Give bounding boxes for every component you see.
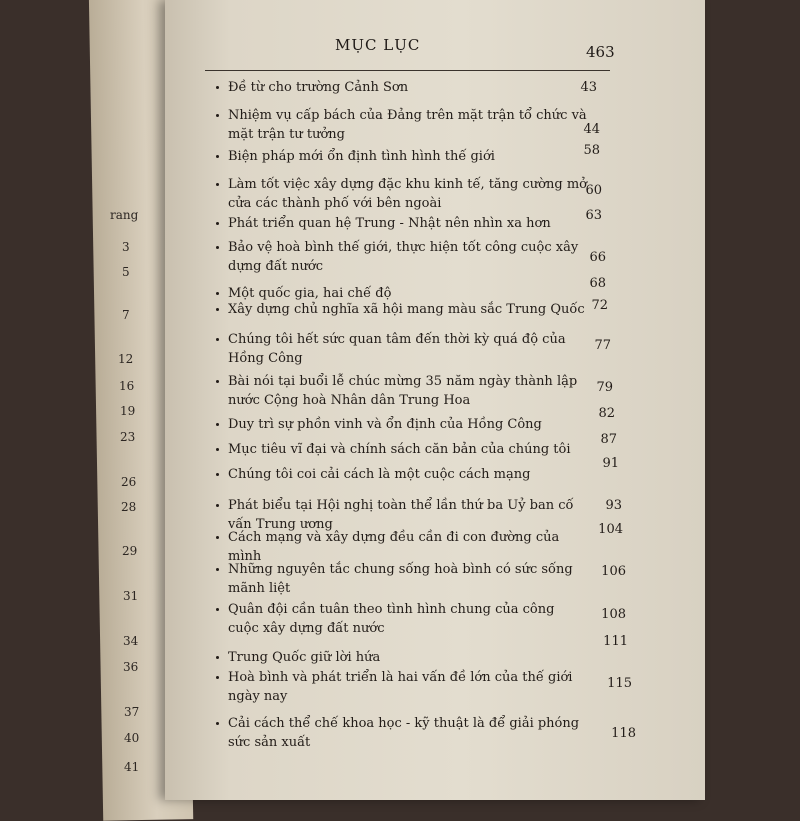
toc-entry-title: Cách mạng và xây dựng đều cần đi con đường của mình: [228, 530, 560, 564]
left-number: 16: [119, 379, 135, 393]
bullet-icon: [216, 292, 219, 295]
left-number: 23: [120, 430, 136, 444]
toc-entry-page: 63: [585, 208, 602, 223]
toc-entry: [228, 600, 588, 638]
toc-entry-title: Mục tiêu vĩ đại và chính sách căn bản của chúng tôi: [228, 442, 571, 457]
bullet-icon: [216, 183, 219, 186]
toc-entry: [228, 330, 588, 368]
bullet-icon: [216, 656, 219, 659]
bullet-icon: [216, 536, 219, 539]
toc-entry-page: 108: [601, 607, 626, 622]
left-number: 26: [121, 475, 137, 489]
toc-entry-page: 118: [611, 726, 636, 741]
bullet-icon: [216, 86, 219, 89]
left-number: 41: [124, 760, 140, 774]
left-number: 5: [122, 265, 130, 279]
toc-entry: [228, 372, 588, 410]
toc-entry-page: 66: [589, 250, 606, 265]
left-number: 34: [123, 634, 139, 648]
toc-entry-page: 87: [600, 432, 617, 447]
page-number: 463: [586, 43, 615, 61]
toc-entry-title: Phát triển quan hệ Trung - Nhật nên nhìn xa hơn: [228, 216, 551, 231]
toc-entry-page: 93: [605, 498, 622, 513]
toc-entry-title: Nhiệm vụ cấp bách của Đảng trên mặt trận tổ chức và mặt trận tư tưởng: [228, 108, 587, 142]
toc-entry-page: 72: [591, 298, 608, 313]
toc-entry-page: 115: [607, 676, 632, 691]
header-rule: [205, 70, 610, 71]
toc-entry-title: Phát biểu tại Hội nghị toàn thể lần thứ ba Uỷ ban cố vấn Trung ương: [228, 498, 574, 532]
toc-entry: [228, 238, 588, 276]
toc-entry-title: Làm tốt việc xây dựng đặc khu kinh tế, tăng cường mở cửa các thành phố với bên ngoài: [228, 177, 587, 211]
toc-entry: [228, 648, 588, 667]
toc-entry-title: Bài nói tại buổi lễ chúc mừng 35 năm ngày thành lập nước Cộng hoà Nhân dân Trung Hoa: [228, 374, 578, 408]
left-number: 7: [122, 308, 130, 322]
page-title: MỤC LỤC: [335, 36, 421, 54]
toc-entry: [228, 147, 588, 166]
toc-entry-title: Duy trì sự phồn vinh và ổn định của Hồng Công: [228, 417, 542, 432]
bullet-icon: [216, 722, 219, 725]
toc-entry: [228, 415, 588, 434]
toc-entry-page: 43: [580, 80, 597, 95]
bullet-icon: [216, 222, 219, 225]
toc-entry-page: 77: [594, 338, 611, 353]
toc-entry-title: Quân đội cần tuân theo tình hình chung của công cuộc xây dựng đất nước: [228, 602, 555, 636]
toc-entry-page: 68: [589, 276, 606, 291]
bullet-icon: [216, 448, 219, 451]
toc-entry-page: 44: [583, 122, 600, 137]
left-page-fragment: rang: [110, 208, 139, 222]
bullet-icon: [216, 568, 219, 571]
toc-entry-title: Chúng tôi hết sức quan tâm đến thời kỳ quá độ của Hồng Công: [228, 332, 566, 366]
left-number: 12: [118, 352, 134, 366]
left-number: 37: [124, 705, 140, 719]
bullet-icon: [216, 423, 219, 426]
left-number: 19: [120, 404, 136, 418]
toc-entry-page: 79: [596, 380, 613, 395]
toc-entry-title: Trung Quốc giữ lời hứa: [228, 650, 381, 665]
bullet-icon: [216, 676, 219, 679]
toc-entry-page: 111: [603, 634, 628, 649]
toc-entry: [228, 214, 588, 233]
toc-entry-page: 58: [583, 143, 600, 158]
bullet-icon: [216, 155, 219, 158]
toc-entry: [228, 175, 588, 213]
toc-entry: [228, 300, 588, 319]
left-number: 29: [122, 544, 138, 558]
bullet-icon: [216, 246, 219, 249]
toc-entry: [228, 714, 588, 752]
left-number: 3: [122, 240, 130, 254]
toc-entry: [228, 106, 588, 144]
left-number: 36: [123, 660, 139, 674]
toc-entry-page: 82: [598, 406, 615, 421]
left-number: 40: [124, 731, 140, 745]
toc-entry-title: Một quốc gia, hai chế độ: [228, 286, 392, 301]
toc-entry-page: 91: [602, 456, 619, 471]
toc-entry-title: Đề từ cho trường Cảnh Sơn: [228, 80, 409, 95]
bullet-icon: [216, 114, 219, 117]
toc-entry: [228, 440, 588, 459]
toc-entry-title: Biện pháp mới ổn định tình hình thế giới: [228, 149, 495, 164]
toc-entry: [228, 465, 588, 484]
bullet-icon: [216, 338, 219, 341]
toc-entry: [228, 78, 588, 97]
toc-entry-title: Xây dựng chủ nghĩa xã hội mang màu sắc Trung Quốc: [228, 302, 585, 317]
bullet-icon: [216, 380, 219, 383]
toc-entry-title: Bảo vệ hoà bình thế giới, thực hiện tốt công cuộc xây dựng đất nước: [228, 240, 579, 274]
left-number: 28: [121, 500, 137, 514]
toc-entry-title: Hoà bình và phát triển là hai vấn đề lớn của thế giới ngày nay: [228, 670, 573, 704]
bullet-icon: [216, 308, 219, 311]
toc-entry: [228, 668, 588, 706]
bullet-icon: [216, 608, 219, 611]
toc-entry-title: Những nguyên tắc chung sống hoà bình có sức sống mãnh liệt: [228, 562, 573, 596]
left-number: 31: [123, 589, 139, 603]
toc-entry: [228, 560, 588, 598]
toc-entry-page: 104: [598, 522, 623, 537]
toc-entry-page: 106: [601, 564, 626, 579]
bullet-icon: [216, 473, 219, 476]
toc-entry-title: Cải cách thể chế khoa học - kỹ thuật là để giải phóng sức sản xuất: [228, 716, 580, 750]
bullet-icon: [216, 504, 219, 507]
toc-entry-page: 60: [585, 183, 602, 198]
toc-entry-title: Chúng tôi coi cải cách là một cuộc cách mạng: [228, 467, 531, 482]
